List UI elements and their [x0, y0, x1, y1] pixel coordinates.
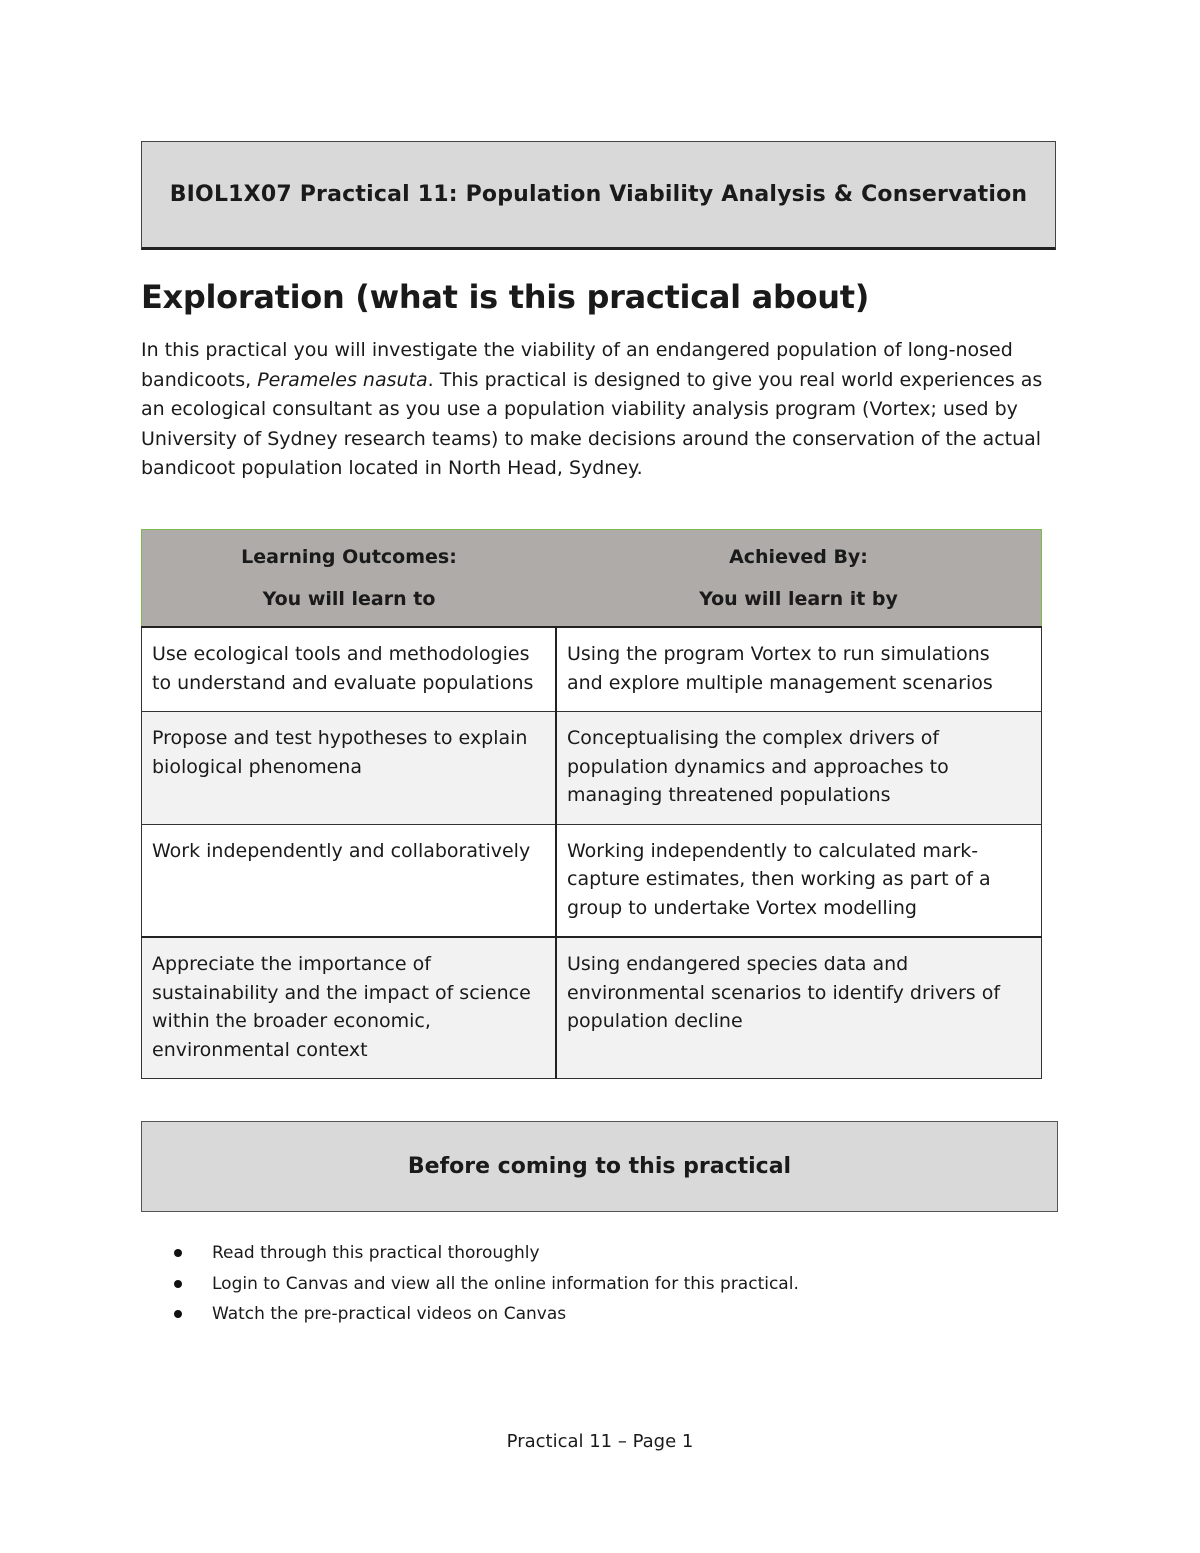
practical-title-box [141, 141, 1056, 250]
before-practical-box [141, 1121, 1058, 1212]
outcome-cell: Propose and test hypotheses to explain biological phenomena [142, 712, 557, 825]
list-item [174, 1240, 799, 1271]
achieved-by-cell: Using endangered species data and environmental scenarios to identify drivers of population decline [556, 937, 1042, 1079]
before-practical-list [174, 1240, 799, 1332]
outcome-cell: Work independently and collaboratively [142, 824, 557, 937]
intro-text-start: In this practical you will investigate the viability of an endangered population of long-nosed bandicoots, [141, 339, 1013, 391]
practical-title: BIOL1X07 Practical 11: Population Viability Analysis & Conservation [169, 182, 1028, 207]
bullet-icon [174, 1249, 182, 1257]
learning-outcomes-header-title: Learning Outcomes: [241, 546, 457, 568]
page-footer: Practical 11 – Page 1 [506, 1431, 694, 1452]
exploration-paragraph [141, 336, 1061, 484]
achieved-by-header-subtitle: You will learn it by [699, 588, 898, 610]
table-row [142, 627, 1042, 712]
list-item [174, 1271, 799, 1302]
intro-text-end: . This practical is designed to give you real world experiences as an ecological consultant as you use a population viability analysis program (Vortex; used by University of Sydney research teams) to make decisions around the conservation of the actual bandicoot population located in North Head, Sydney. [141, 368, 1043, 480]
achieved-by-cell: Working independently to calculated mark-capture estimates, then working as part of a group to undertake Vortex modelling [556, 824, 1042, 937]
achieved-by-cell: Using the program Vortex to run simulations and explore multiple management scenarios [556, 627, 1042, 712]
list-item-text: Watch the pre-practical videos on Canvas [212, 1304, 567, 1324]
table-row [142, 712, 1042, 825]
achieved-by-cell: Conceptualising the complex drivers of population dynamics and approaches to managing threatened populations [556, 712, 1042, 825]
list-item-text: Login to Canvas and view all the online information for this practical. [212, 1273, 799, 1294]
outcome-cell: Use ecological tools and methodologies to understand and evaluate populations [142, 627, 557, 712]
table-row [142, 824, 1042, 937]
list-item-text: Read through this practical thoroughly [212, 1243, 540, 1263]
learning-outcomes-header-subtitle: You will learn to [262, 588, 436, 610]
achieved-by-header-title: Achieved By: [729, 546, 868, 568]
bullet-icon [174, 1280, 182, 1288]
species-name: Perameles nasuta [257, 368, 428, 391]
achieved-by-header [556, 530, 1042, 628]
learning-outcomes-table [141, 529, 1042, 1079]
learning-outcomes-header [142, 530, 557, 628]
list-item [174, 1301, 799, 1332]
table-row [142, 937, 1042, 1079]
before-practical-heading: Before coming to this practical [407, 1154, 792, 1179]
outcome-cell: Appreciate the importance of sustainability and the impact of science within the broader economic, environmental context [142, 937, 557, 1079]
exploration-heading: Exploration (what is this practical about) [141, 278, 870, 316]
bullet-icon [174, 1310, 182, 1318]
table-header-row [142, 530, 1042, 628]
